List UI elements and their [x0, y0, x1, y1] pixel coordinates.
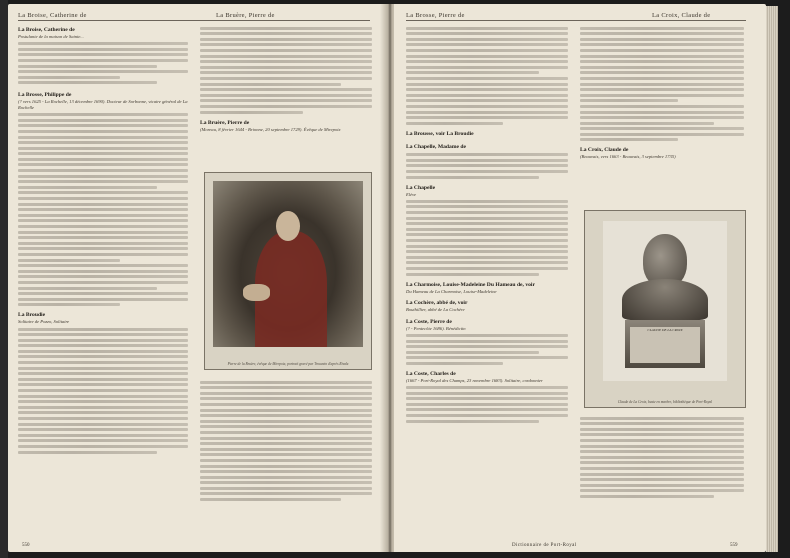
left-column-2 — [200, 24, 372, 132]
entry-subtitle: Postulante de la maison de Sainte... — [18, 34, 84, 39]
entry-body — [18, 328, 188, 454]
running-head-left: La Brosse, Pierre de — [406, 12, 465, 19]
right-column-1 — [406, 24, 568, 425]
entry-title: La Bruère, Pierre de — [200, 119, 250, 126]
entry-subtitle: Bouthillier, abbé de La Cochère — [406, 307, 465, 313]
entry-subtitle: Elève — [406, 191, 417, 197]
bust-plate — [584, 210, 746, 408]
entry-title: La Charmoise, Louise-Madeleine Du Hameau de, voir — [406, 281, 535, 288]
entry-subtitle: (? vers 1625 - La Rochelle, 13 décembre 1690). Docteur de Sorbonne, vicaire général de La Rochelle — [18, 99, 188, 110]
page-number-left: 550 — [22, 543, 30, 548]
entry-title: La Coste, Charles de — [406, 370, 456, 377]
entry-subtitle: (? - Pentecôte 1686). Bénédictin — [406, 325, 466, 331]
entry-title: La Chapelle, Madame de — [406, 143, 466, 150]
entry-title: La Croix, Claude de — [580, 147, 629, 154]
right-page — [394, 4, 766, 552]
entry-body — [580, 417, 744, 498]
entry-body — [200, 381, 372, 501]
right-column-2-lower — [580, 414, 744, 501]
portrait-plate — [204, 172, 372, 370]
entry-subtitle: Solitaire de Pozzo, Solitaire — [18, 319, 70, 325]
entry-body — [406, 334, 568, 365]
running-head-left: La Broise, Catherine de — [18, 12, 87, 19]
entry-subtitle: (Moreau, 8 février 1644 - Brionne, 20 septembre 1729). Évêque de Mirepoix — [200, 126, 341, 132]
header-rule — [18, 20, 370, 21]
entry-subtitle: (1667 - Port-Royal des Champs, 23 novembre 1683). Solitaire, cordonnier — [406, 377, 543, 383]
left-page — [8, 4, 386, 552]
plate-caption: Claude de La Croix, buste en marbre, bibliothèque de Port-Royal — [617, 399, 713, 404]
entry-title: La Broise, Catherine de — [18, 27, 75, 33]
page-number-right: 559 — [730, 543, 738, 548]
bibliography — [18, 81, 188, 84]
running-head-right: La Bruère, Pierre de — [216, 12, 275, 19]
background-shadow — [0, 0, 8, 558]
running-footer: Dictionnaire de Port-Royal — [512, 543, 577, 548]
entry-title: La Brousse, voir La Broudie — [406, 130, 474, 137]
entry-body — [406, 153, 568, 178]
entry-body — [406, 200, 568, 276]
bust-inscription: CLAUDE DE LA CROIX — [630, 327, 699, 363]
entry-body — [18, 42, 188, 79]
page-edges — [766, 6, 778, 552]
left-column-2-lower — [200, 378, 372, 504]
bishop-portrait-image — [213, 181, 363, 347]
entry-subtitle: (Beauvais, vers 1663 - Beauvais, 3 septembre 1735) — [580, 154, 676, 160]
plate-caption: Pierre de la Bruère, évêque de Mirepoix, portrait gravé par Trouvain d'après Rivalz — [227, 361, 349, 366]
entry-body-continued — [406, 27, 568, 125]
entry-body — [406, 386, 568, 423]
entry-title: La Coste, Pierre de — [406, 318, 452, 325]
entry-title: La Brosse, Philippe de — [18, 92, 72, 99]
entry-body — [18, 113, 188, 306]
left-column-1 — [18, 24, 188, 456]
right-column-2 — [580, 24, 744, 160]
entry-body-continued — [580, 27, 744, 142]
entry-title: La Cochère, abbé de, voir — [406, 300, 468, 307]
header-rule — [406, 20, 746, 21]
entry-body-continued — [200, 27, 372, 114]
bust-image — [603, 221, 727, 381]
running-head-right: La Croix, Claude de — [652, 12, 711, 19]
entry-title: La Broudie — [18, 312, 46, 319]
entry-title: La Chapelle — [406, 184, 436, 191]
entry-subtitle: Du Hameau de La Charmoise, Louise-Madeleine — [406, 288, 497, 294]
